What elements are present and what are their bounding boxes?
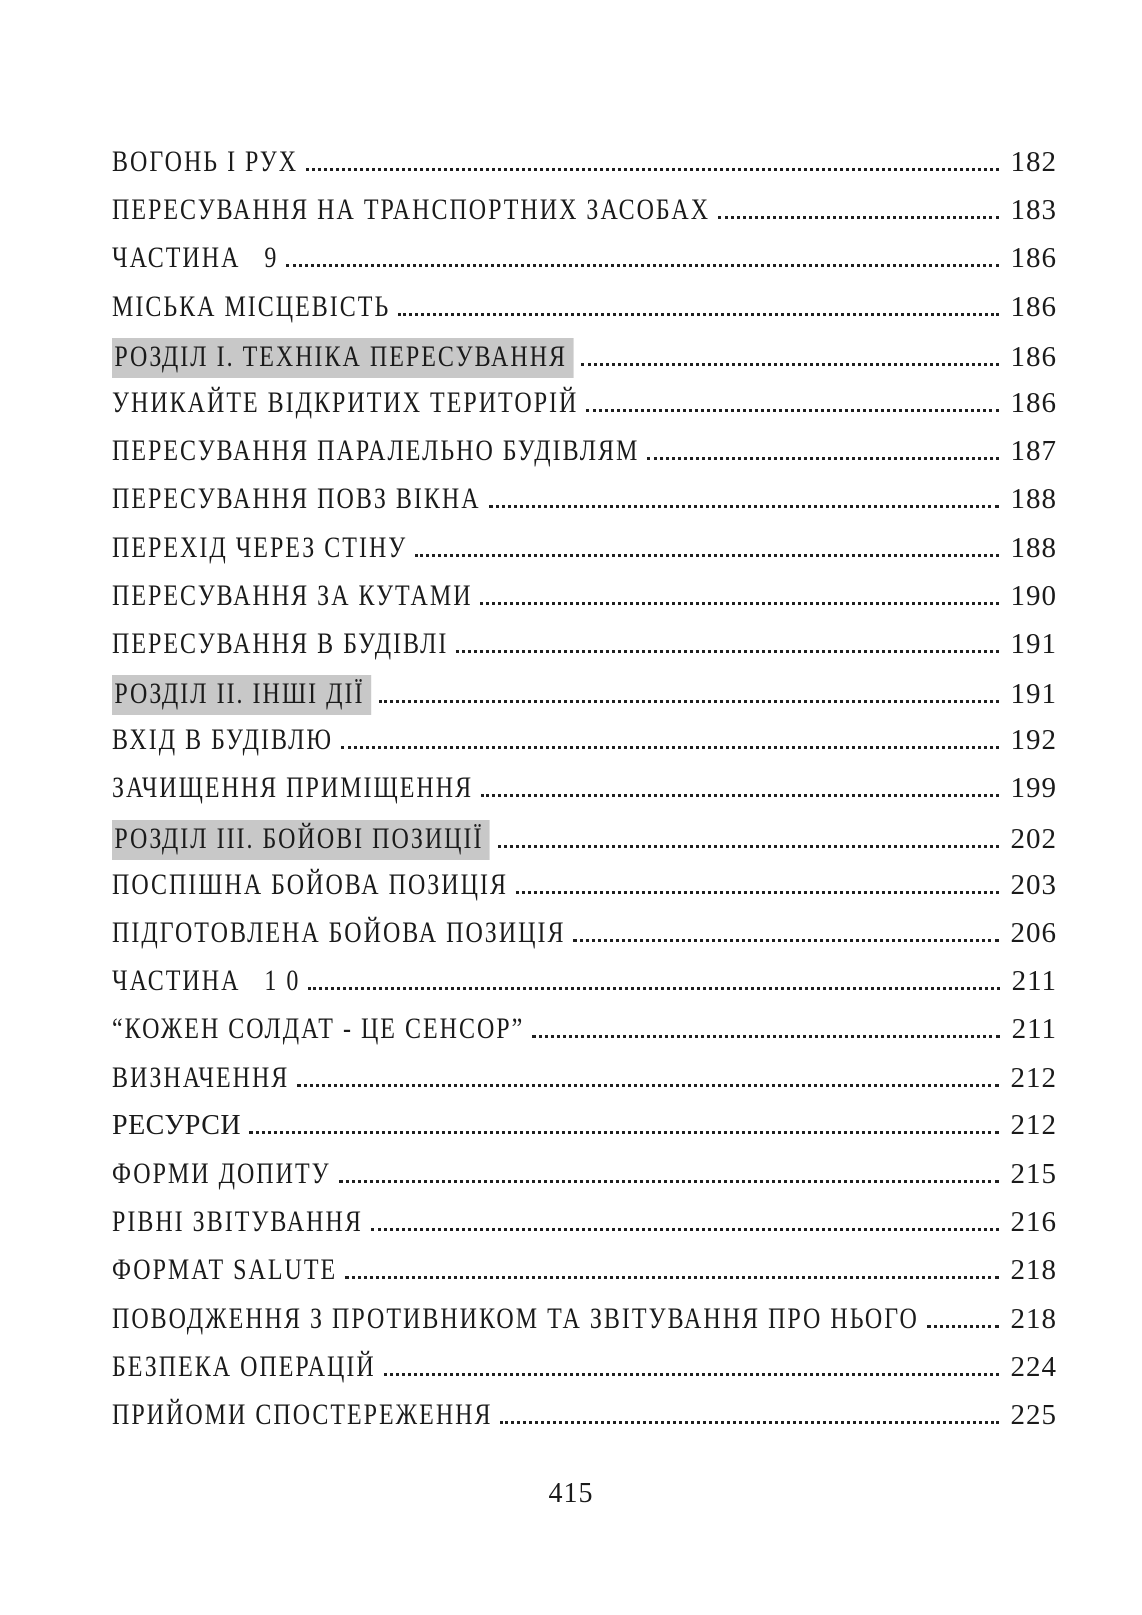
dot-leader	[398, 313, 998, 316]
toc-entry-page: 212	[1010, 1061, 1057, 1094]
dot-leader	[371, 1228, 999, 1231]
toc-entry-label: ПРИЙОМИ СПОСТЕРЕЖЕННЯ	[112, 1397, 493, 1431]
dot-leader	[339, 1180, 999, 1183]
dot-leader	[480, 602, 998, 605]
toc-entry-label: ВХІД В БУДІВЛЮ	[112, 723, 334, 757]
toc-entry-page: 192	[1010, 724, 1057, 757]
toc-entry-page: 188	[1010, 483, 1057, 516]
toc-entry-page: 188	[1010, 531, 1057, 564]
dot-leader	[456, 650, 998, 653]
dot-leader	[308, 987, 999, 990]
toc-entry-page: 215	[1010, 1157, 1057, 1190]
dot-leader	[500, 1421, 998, 1424]
dot-leader	[384, 1373, 999, 1376]
toc-entry-page: 203	[1010, 868, 1057, 901]
toc-entry	[112, 868, 1057, 916]
toc-entry-page: 216	[1010, 1206, 1057, 1239]
dot-leader	[306, 168, 998, 171]
toc-entry	[112, 1012, 1057, 1060]
toc-list	[112, 145, 1057, 1446]
dot-leader	[341, 746, 998, 749]
toc-entry	[112, 482, 1057, 530]
toc-entry	[112, 290, 1057, 338]
dot-leader	[532, 1035, 999, 1038]
toc-entry-page: 206	[1010, 917, 1057, 949]
toc-entry-page: 212	[1010, 1108, 1057, 1141]
toc-entry-label: УНИКАЙТЕ ВІДКРИТИХ ТЕРИТОРІЙ	[112, 385, 579, 419]
toc-entry-page: 186	[1010, 340, 1057, 373]
dot-leader	[489, 505, 999, 508]
toc-entry-page: 191	[1010, 627, 1057, 660]
toc-entry-label: ПЕРЕСУВАННЯ ЗА КУТАМИ	[112, 578, 473, 612]
toc-entry	[112, 1398, 1057, 1446]
dot-leader	[345, 1276, 998, 1279]
toc-entry-label: РЕСУРСИ	[112, 1109, 242, 1141]
toc-entry-label: ПЕРЕСУВАННЯ ПАРАЛЕЛЬНО БУДІВЛЯМ	[112, 434, 640, 468]
dot-leader	[586, 409, 998, 412]
toc-entry	[112, 1205, 1057, 1253]
dot-leader	[516, 891, 999, 894]
toc-entry	[112, 675, 1057, 723]
toc-entry	[112, 1061, 1057, 1109]
toc-entry-label: ПОВОДЖЕННЯ З ПРОТИВНИКОМ ТА ЗВІТУВАННЯ ПРО НЬОГО	[112, 1301, 919, 1335]
dot-leader	[286, 264, 998, 267]
toc-entry-page: 211	[1011, 1013, 1057, 1046]
toc-entry	[112, 771, 1057, 819]
toc-entry	[112, 241, 1057, 289]
dot-leader	[647, 457, 998, 460]
toc-entry-label: ПІДГОТОВЛЕНА БОЙОВА ПОЗИЦІЯ	[112, 916, 566, 949]
toc-entry-label: ПЕРЕСУВАННЯ В БУДІВЛІ	[112, 626, 449, 660]
toc-entry-label: ЗАЧИЩЕННЯ ПРИМІЩЕННЯ	[112, 771, 474, 805]
toc-entry-label: ЧАСТИНА 1 0	[112, 964, 301, 998]
toc-entry-page: 186	[1010, 386, 1057, 419]
toc-entry-label: РОЗДІЛ І. ТЕХНІКА ПЕРЕСУВАННЯ	[112, 338, 573, 378]
dot-leader	[718, 216, 999, 219]
dot-leader	[249, 1131, 998, 1134]
toc-entry-page: 186	[1010, 290, 1057, 323]
toc-entry-page: 182	[1010, 146, 1057, 178]
toc-entry-page: 199	[1010, 772, 1057, 805]
toc-entry-label: РІВНІ ЗВІТУВАННЯ	[112, 1205, 363, 1239]
dot-leader	[379, 700, 999, 703]
toc-entry-page: 191	[1010, 678, 1057, 711]
toc-entry-page: 224	[1010, 1350, 1057, 1383]
dot-leader	[498, 845, 999, 848]
dot-leader	[415, 554, 998, 557]
toc-entry-label: ПЕРЕСУВАННЯ ПОВЗ ВІКНА	[112, 482, 481, 516]
toc-entry-label: ФОРМАТ SALUTE	[112, 1253, 338, 1287]
toc-entry-page: 218	[1010, 1254, 1057, 1287]
toc-entry-label: ВОГОНЬ І РУХ	[112, 145, 299, 178]
toc-entry-label: МІСЬКА МІСЦЕВІСТЬ	[112, 289, 391, 323]
toc-entry-label: ВИЗНАЧЕННЯ	[112, 1060, 290, 1094]
toc-entry-page: 211	[1011, 965, 1057, 998]
dot-leader	[297, 1084, 998, 1087]
toc-entry	[112, 723, 1057, 771]
dot-leader	[573, 939, 998, 942]
toc-entry	[112, 193, 1057, 241]
dot-leader	[481, 794, 998, 797]
toc-entry	[112, 627, 1057, 675]
toc-entry	[112, 820, 1057, 868]
toc-entry	[112, 1253, 1057, 1301]
toc-entry-label: “КОЖЕН СОЛДАТ - ЦЕ СЕНСОР”	[112, 1012, 525, 1046]
toc-entry-page: 225	[1010, 1398, 1057, 1431]
dot-leader	[927, 1325, 999, 1328]
toc-entry-label: ПОСПІШНА БОЙОВА ПОЗИЦІЯ	[112, 867, 508, 901]
toc-entry-page: 190	[1010, 579, 1057, 612]
toc-entry-label: ЧАСТИНА 9	[112, 241, 279, 275]
toc-entry-label: ПЕРЕСУВАННЯ НА ТРАНСПОРТНИХ ЗАСОБАХ	[112, 193, 711, 227]
toc-entry	[112, 145, 1057, 193]
toc-entry	[112, 964, 1057, 1012]
toc-entry-label: ПЕРЕХІД ЧЕРЕЗ СТІНУ	[112, 530, 408, 564]
toc-entry-page: 202	[1010, 822, 1057, 855]
toc-entry	[112, 916, 1057, 964]
dot-leader	[581, 363, 998, 366]
toc-entry	[112, 531, 1057, 579]
toc-entry-page: 187	[1010, 435, 1057, 468]
toc-entry	[112, 1109, 1057, 1157]
toc-entry	[112, 386, 1057, 434]
toc-entry-page: 218	[1010, 1302, 1057, 1335]
toc-entry	[112, 579, 1057, 627]
toc-entry	[112, 338, 1057, 386]
toc-entry-page: 186	[1010, 242, 1057, 275]
toc-entry-label: РОЗДІЛ ІІІ. БОЙОВІ ПОЗИЦІЇ	[112, 820, 490, 860]
toc-entry	[112, 1350, 1057, 1398]
toc-entry-label: РОЗДІЛ ІІ. ІНШІ ДІЇ	[112, 675, 371, 715]
toc-entry	[112, 1302, 1057, 1350]
toc-entry-page: 183	[1010, 194, 1057, 227]
toc-entry-label: ФОРМИ ДОПИТУ	[112, 1156, 331, 1190]
toc-entry	[112, 1157, 1057, 1205]
toc-entry-label: БЕЗПЕКА ОПЕРАЦІЙ	[112, 1349, 376, 1383]
folio-page-number: 415	[548, 1478, 594, 1509]
toc-entry	[112, 434, 1057, 482]
